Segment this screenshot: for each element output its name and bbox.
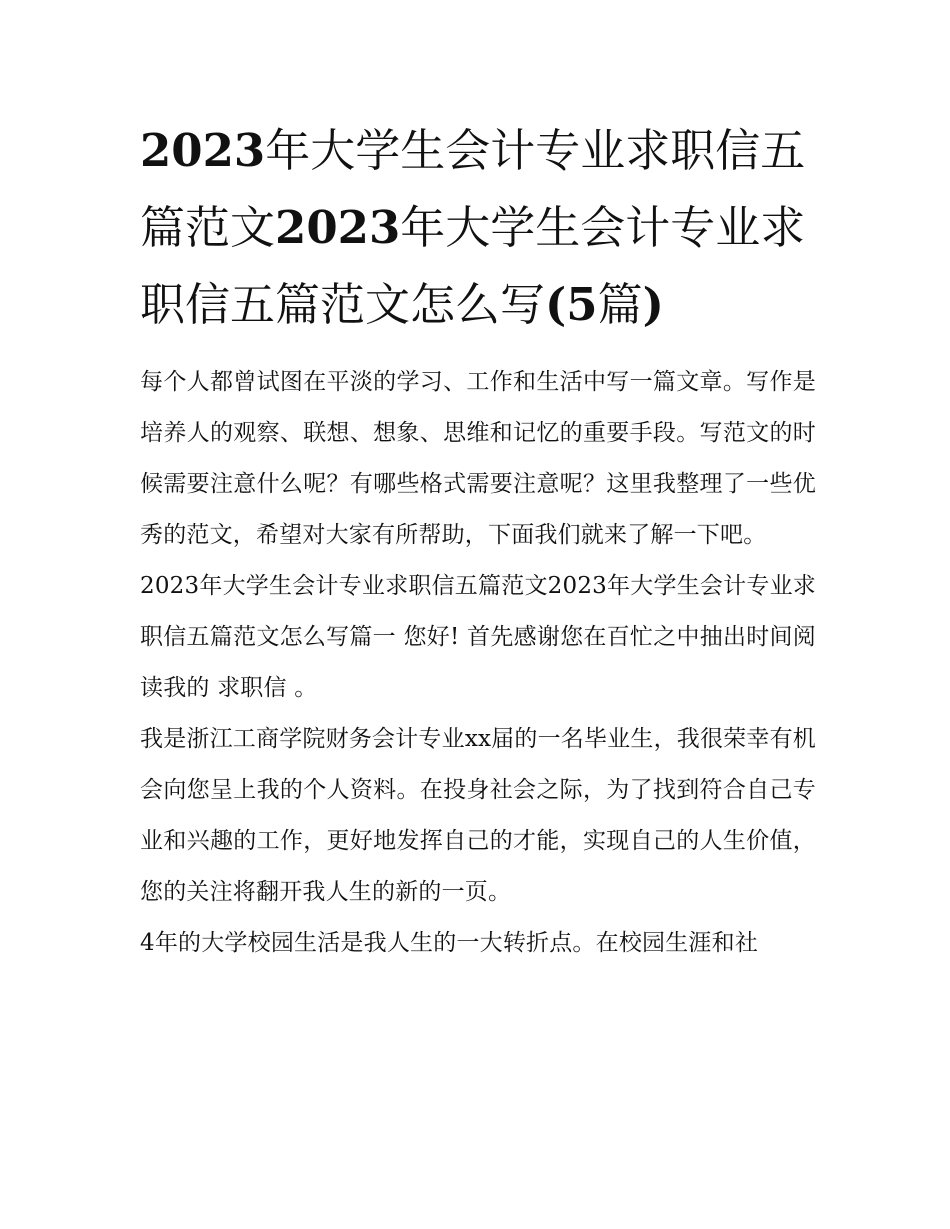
- title-part: 2023: [275, 201, 401, 254]
- self-introduction-paragraph: 我是浙江工商学院财务会计专业xx届的一名毕业生，我很荣幸有机会向您呈上我的个人资料。在投身社会之际，为了找到符合自己专业和兴趣的工作，更好地发挥自己的才能，实现自己的人生价值，您的关注将翻开我人生的新的一页。: [140, 726, 816, 905]
- document-body: [140, 357, 816, 969]
- document-page: [140, 112, 816, 969]
- title-part: ): [642, 278, 664, 331]
- title-part: 年大学生会计专业求职信五篇范文: [140, 124, 806, 254]
- intro-paragraph: 每个人都曾试图在平淡的学习、工作和生活中写一篇文章。写作是培养人的观察、联想、想象、思维和记忆的重要手段。写范文的时候需要注意什么呢？有哪些格式需要注意呢？这里我整理了一些优秀的范文，希望对大家有所帮助，下面我们就来了解一下吧。: [140, 369, 816, 548]
- title-part: 篇: [597, 278, 643, 331]
- college-life-paragraph: 4年的大学校园生活是我人生的一大转折点。在校园生涯和社: [140, 930, 759, 956]
- title-part: 年大学生会计专业求职信五篇范文怎么写: [140, 201, 806, 331]
- title-part: 2023: [140, 124, 266, 177]
- document-title: [140, 112, 816, 343]
- letter-opening-paragraph: 2023年大学生会计专业求职信五篇范文2023年大学生会计专业求职信五篇范文怎么写篇一 您好! 首先感谢您在百忙之中抽出时间阅读我的 求职信 。: [140, 573, 816, 701]
- title-part: (5: [545, 278, 598, 331]
